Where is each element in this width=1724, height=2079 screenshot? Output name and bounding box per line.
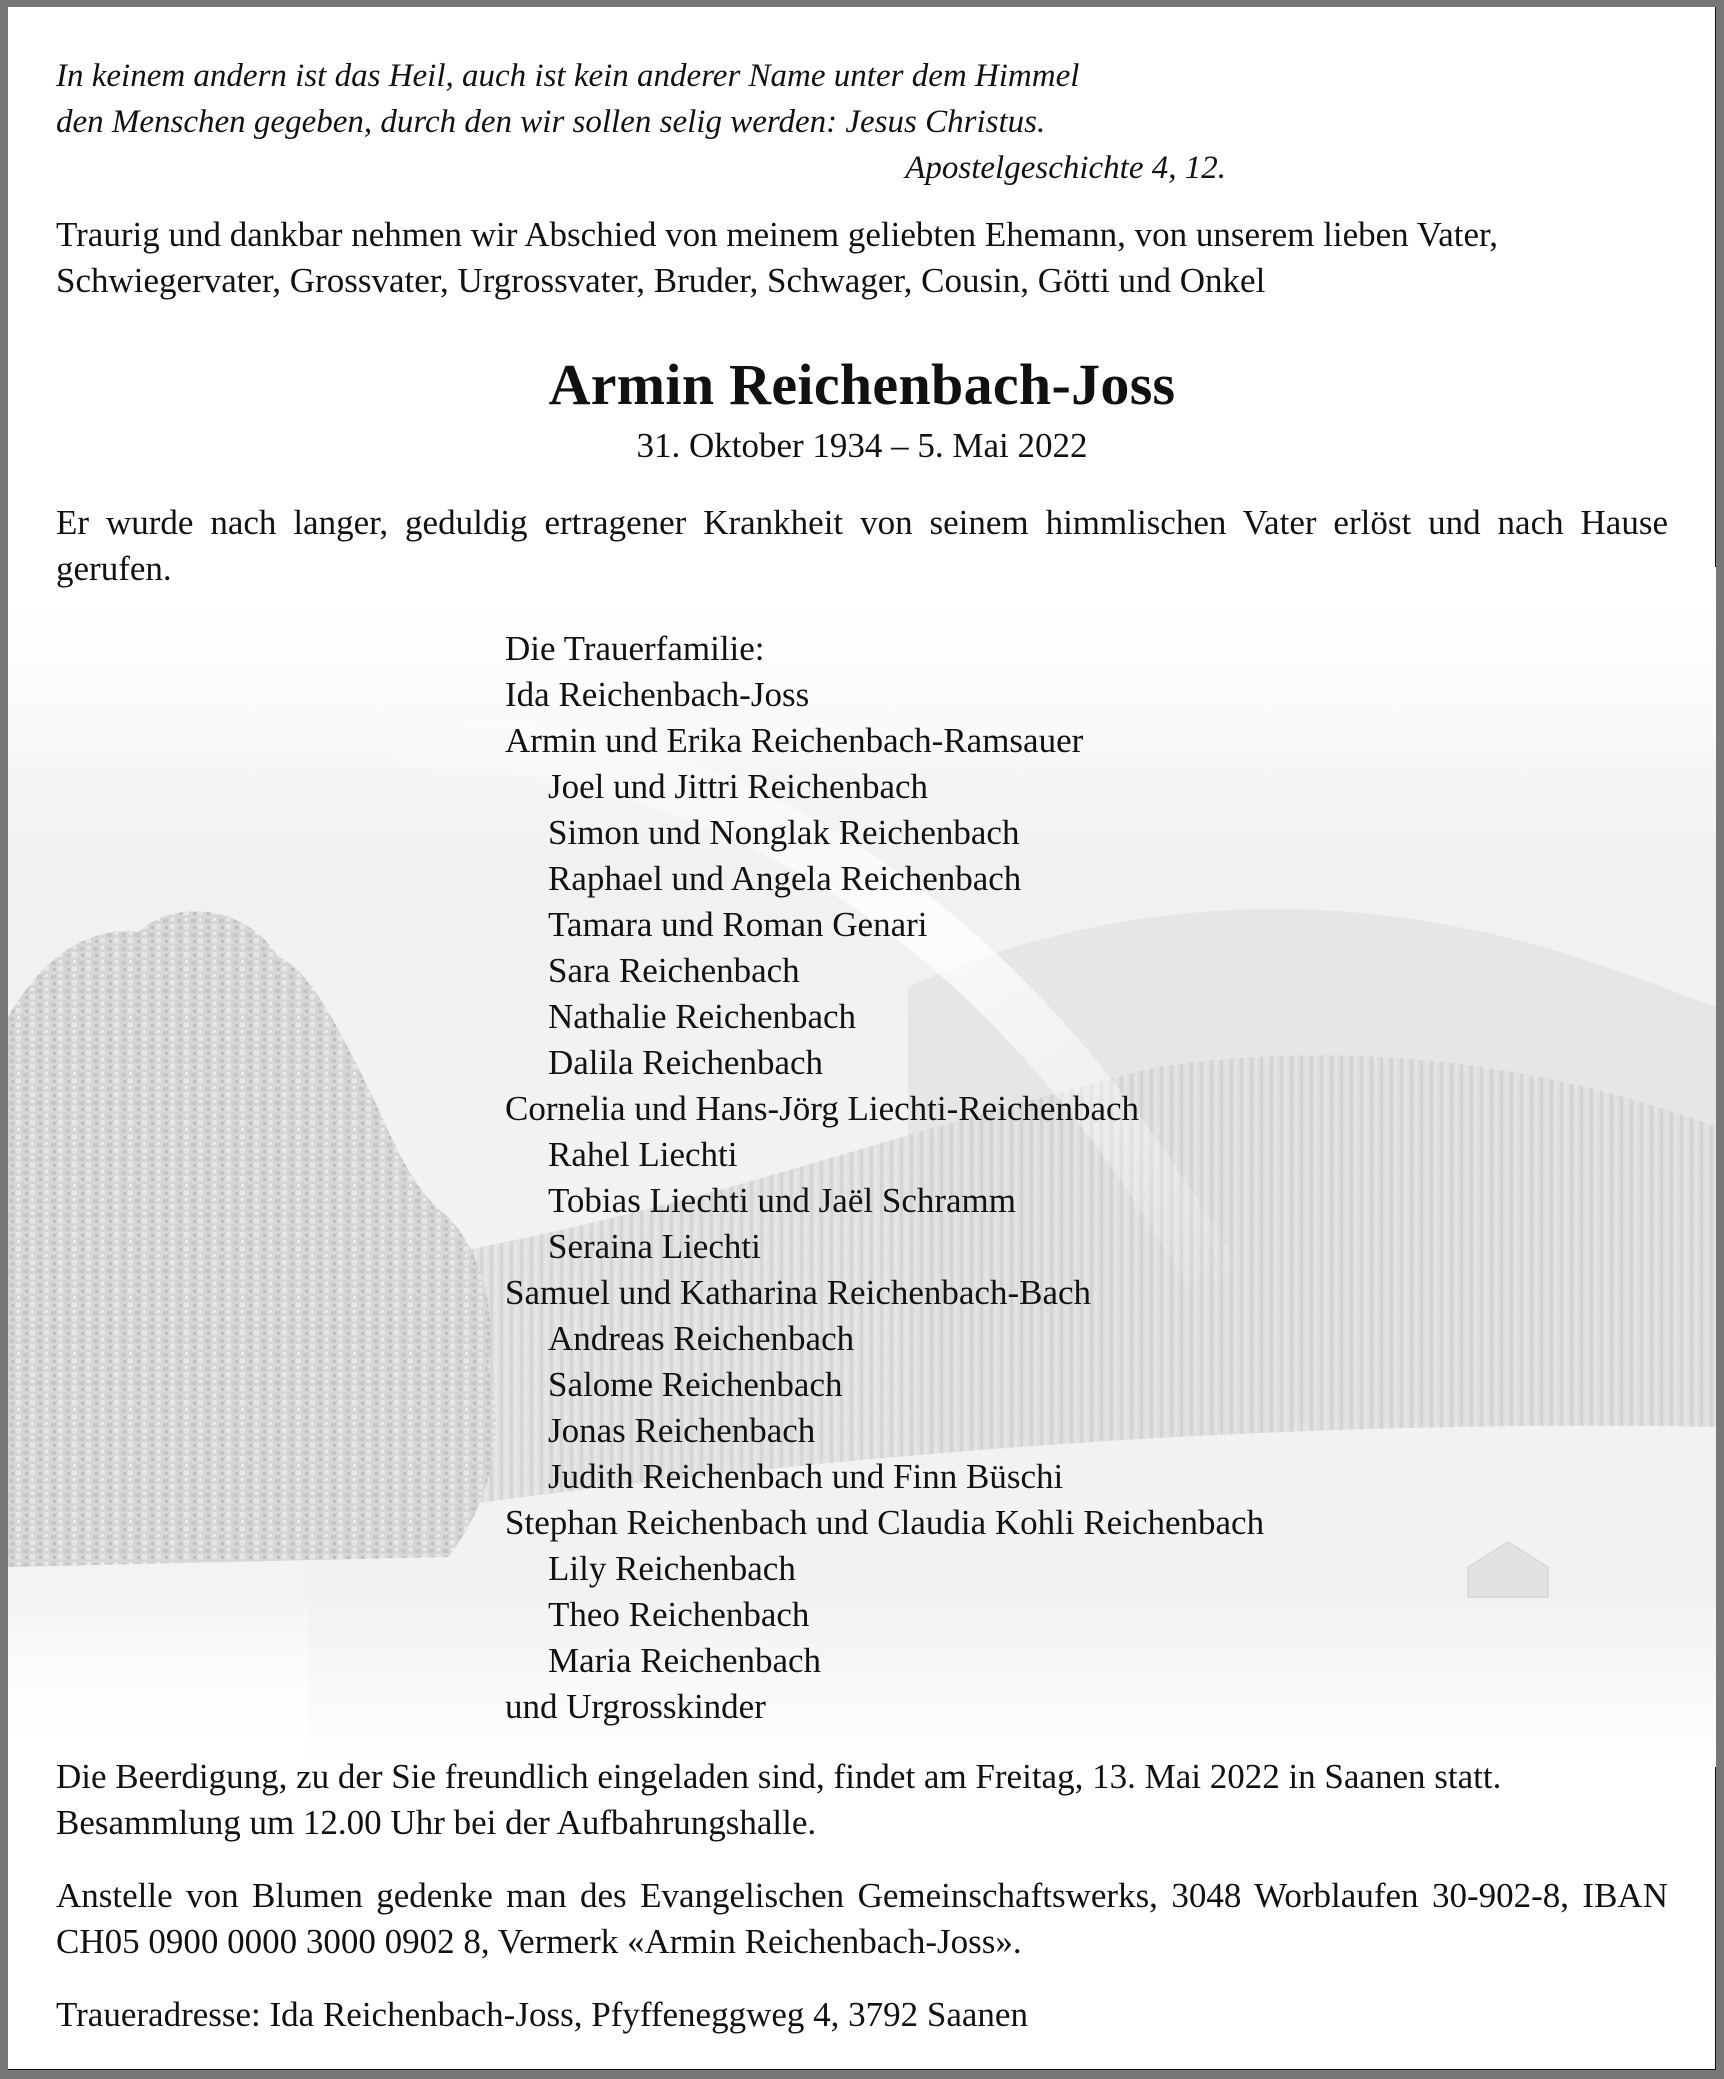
family-member-grandchild: Dalila Reichenbach xyxy=(548,1043,824,1082)
verse-line: In keinem andern ist das Heil, auch ist kein anderer Name unter dem Himmel xyxy=(56,58,1080,94)
family-member: und Urgrosskinder xyxy=(505,1687,766,1726)
family-member: Cornelia und Hans-Jörg Liechti-Reichenbach xyxy=(505,1089,1140,1128)
intro-line: Schwiegervater, Grossvater, Urgrossvater, Bruder, Schwager, Cousin, Götti und Onkel xyxy=(56,261,1266,300)
family-member-grandchild: Seraina Liechti xyxy=(548,1227,761,1266)
life-dates: 31. Oktober 1934 – 5. Mai 2022 xyxy=(636,426,1088,465)
family-member: Armin und Erika Reichenbach-Ramsauer xyxy=(505,721,1084,760)
intro-line: Traurig und dankbar nehmen wir Abschied von meinem geliebten Ehemann, von unserem lieben Vater, xyxy=(56,215,1498,254)
family-member: Ida Reichenbach-Joss xyxy=(505,675,810,714)
family-member-grandchild: Andreas Reichenbach xyxy=(548,1319,855,1358)
funeral-line: Besammlung um 12.00 Uhr bei der Aufbahrungshalle. xyxy=(56,1803,817,1842)
bible-verse xyxy=(56,53,1226,191)
family-member-grandchild: Jonas Reichenbach xyxy=(548,1411,816,1450)
family-member-grandchild: Tobias Liechti und Jaël Schramm xyxy=(548,1181,1016,1220)
family-member-grandchild: Judith Reichenbach und Finn Büschi xyxy=(548,1457,1064,1496)
funeral-line: Die Beerdigung, zu der Sie freundlich eingeladen sind, findet am Freitag, 13. Mai 2022 in Saanen statt. xyxy=(56,1757,1502,1796)
family-member-grandchild: Nathalie Reichenbach xyxy=(548,997,857,1036)
mourning-address: Traueradresse: Ida Reichenbach-Joss, Pfyffeneggweg 4, 3792 Saanen xyxy=(56,1995,1028,2034)
family-member-grandchild: Maria Reichenbach xyxy=(548,1641,822,1680)
family-member-grandchild: Theo Reichenbach xyxy=(548,1595,810,1634)
funeral-paragraph xyxy=(56,1754,1668,1846)
obituary-page xyxy=(8,7,1716,2070)
family-member-grandchild: Simon und Nonglak Reichenbach xyxy=(548,813,1020,852)
donation-paragraph: Anstelle von Blumen gedenke man des Evangelischen Gemeinschaftswerks, 3048 Worblaufen 30-902-8, IBAN CH05 0900 0000 3000 0902 8, Vermerk «Armin Reichenbach-Joss». xyxy=(56,1876,1668,1961)
family-member-grandchild: Lily Reichenbach xyxy=(548,1549,796,1588)
family-member-grandchild: Raphael und Angela Reichenbach xyxy=(548,859,1022,898)
family-heading: Die Trauerfamilie: xyxy=(505,629,765,668)
family-member-grandchild: Tamara und Roman Genari xyxy=(548,905,928,944)
family-member-grandchild: Rahel Liechti xyxy=(548,1135,738,1174)
family-member-grandchild: Salome Reichenbach xyxy=(548,1365,843,1404)
illness-paragraph: Er wurde nach langer, geduldig ertragener Krankheit von seinem himmlischen Vater erlöst und nach Hause gerufen. xyxy=(56,503,1668,588)
family-member: Samuel und Katharina Reichenbach-Bach xyxy=(505,1273,1092,1312)
verse-line: den Menschen gegeben, durch den wir sollen selig werden: Jesus Christus. xyxy=(56,104,1046,140)
deceased-name: Armin Reichenbach-Joss xyxy=(548,352,1176,417)
family-members xyxy=(505,672,1264,1730)
family-member: Stephan Reichenbach und Claudia Kohli Reichenbach xyxy=(505,1503,1265,1542)
family-list xyxy=(505,626,1264,1730)
verse-reference: Apostelgeschichte 4, 12. xyxy=(905,150,1226,186)
family-member-grandchild: Joel und Jittri Reichenbach xyxy=(548,767,929,806)
family-member-grandchild: Sara Reichenbach xyxy=(548,951,800,990)
intro-paragraph xyxy=(56,212,1668,304)
